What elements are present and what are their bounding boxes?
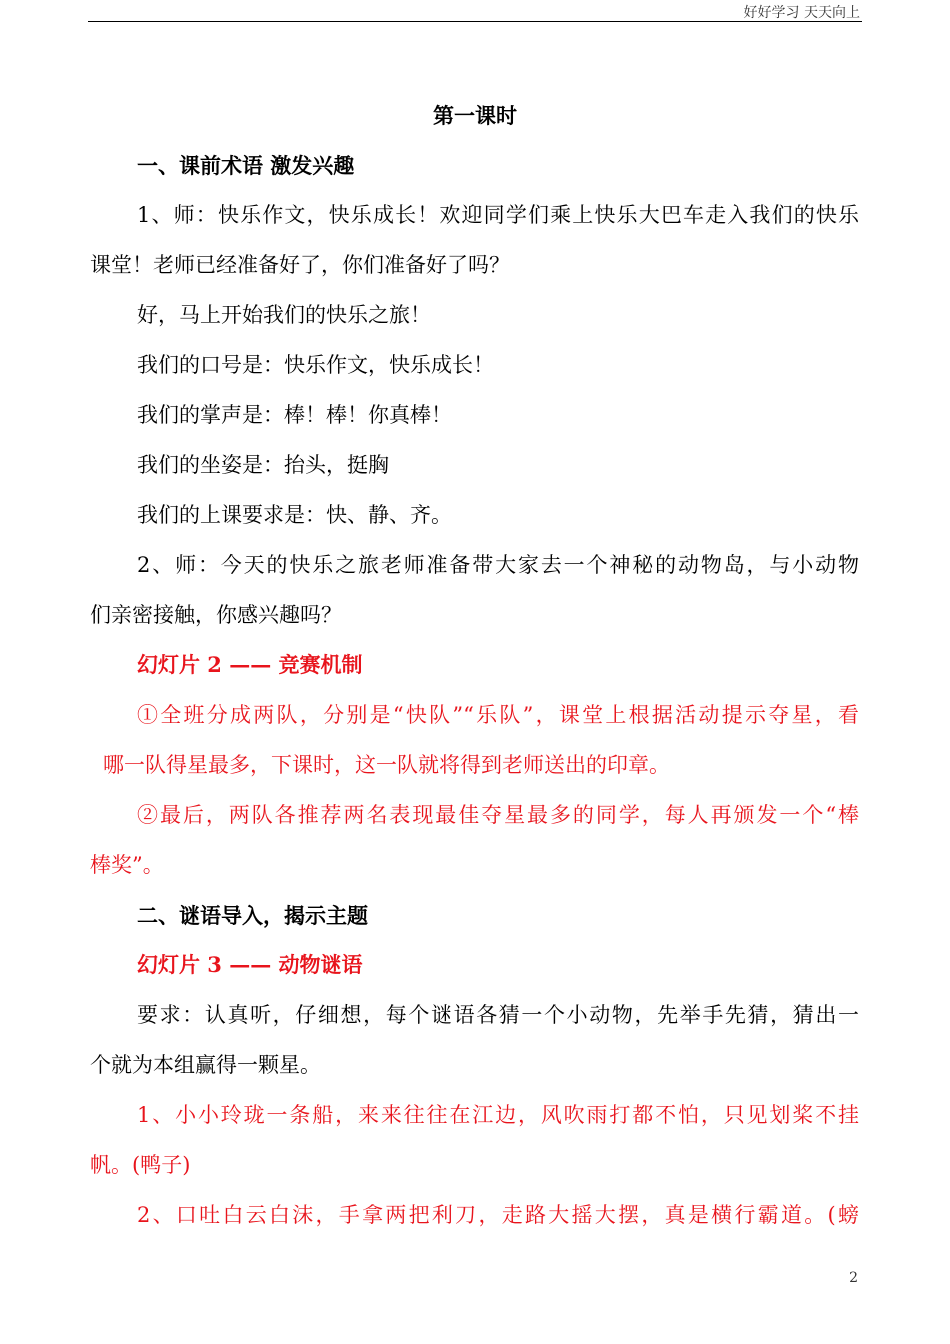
paragraph-line: 2、师：今天的快乐之旅老师准备带大家去一个神秘的动物岛，与小动物 bbox=[137, 553, 859, 577]
riddle-line-red: 2、口吐白云白沫，手拿两把利刀，走路大摇大摆，真是横行霸道。(螃 bbox=[137, 1203, 859, 1227]
page-number: 2 bbox=[849, 1270, 858, 1286]
paragraph-line-red: 棒奖”。 bbox=[90, 853, 164, 877]
paragraph-line-red: ②最后，两队各推荐两名表现最佳夺星最多的同学，每人再颁发一个“棒 bbox=[137, 803, 859, 827]
slide-heading-3: 幻灯片 3 —— 动物谜语 bbox=[137, 952, 363, 977]
riddle-line-red: 1、小小玲珑一条船，来来往往在江边，风吹雨打都不怕，只见划桨不挂 bbox=[137, 1103, 859, 1127]
header-motto: 好好学习 天天向上 bbox=[743, 5, 860, 21]
paragraph-line-red: ①全班分成两队，分别是“快队”“乐队”，课堂上根据活动提示夺星，看 bbox=[137, 703, 859, 727]
paragraph-line: 我们的上课要求是：快、静、齐。 bbox=[137, 503, 452, 527]
lesson-title: 第一课时 bbox=[433, 103, 517, 128]
slide-heading-2: 幻灯片 2 —— 竞赛机制 bbox=[137, 652, 363, 677]
paragraph-line: 我们的口号是：快乐作文，快乐成长！ bbox=[137, 353, 494, 377]
paragraph-line: 要求：认真听，仔细想，每个谜语各猜一个小动物，先举手先猜，猜出一 bbox=[137, 1003, 859, 1027]
paragraph-line: 个就为本组赢得一颗星。 bbox=[90, 1053, 321, 1077]
paragraph-line: 好，马上开始我们的快乐之旅！ bbox=[137, 303, 431, 327]
section-heading-2: 二、谜语导入，揭示主题 bbox=[137, 903, 368, 928]
riddle-line-red: 帆。(鸭子) bbox=[90, 1153, 191, 1177]
paragraph-line: 我们的掌声是：棒！棒！你真棒！ bbox=[137, 403, 452, 427]
section-heading-1: 一、课前术语 激发兴趣 bbox=[137, 153, 355, 178]
paragraph-line: 课堂！老师已经准备好了，你们准备好了吗？ bbox=[90, 253, 510, 277]
header-divider bbox=[88, 21, 862, 22]
paragraph-line: 们亲密接触，你感兴趣吗？ bbox=[90, 603, 342, 627]
paragraph-line-red: 哪一队得星最多，下课时，这一队就将得到老师送出的印章。 bbox=[103, 753, 670, 777]
paragraph-line: 1、师：快乐作文，快乐成长！欢迎同学们乘上快乐大巴车走入我们的快乐 bbox=[137, 203, 859, 227]
paragraph-line: 我们的坐姿是：抬头，挺胸 bbox=[137, 453, 389, 477]
